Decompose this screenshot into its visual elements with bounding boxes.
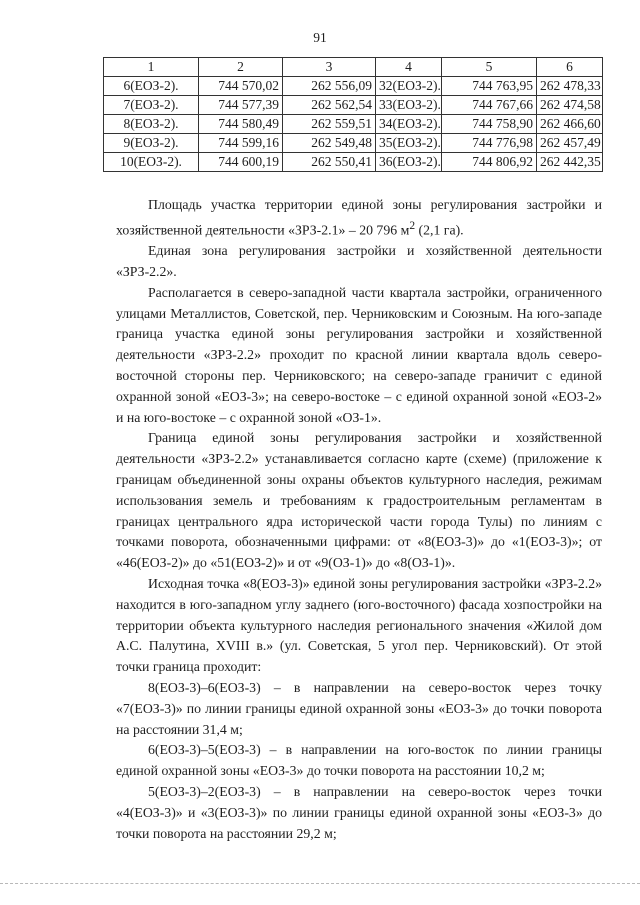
y-coordinate-cell: 262 442,35 [537,153,603,172]
y-coordinate-cell: 262 556,09 [283,77,376,96]
x-coordinate-cell: 744 767,66 [442,96,537,115]
area-paragraph [116,195,602,241]
segment-paragraph: 6(ЕОЗ-3)–5(ЕОЗ-3) – в направлении на юго-восток по линии границы единой охранной зоны «ЕОЗ-3» до точки поворота на расстоянии 10,2 м; [116,742,602,779]
x-coordinate-cell: 744 599,16 [199,134,283,153]
point-id-cell: 33(ЕОЗ-2). [376,96,442,115]
point-id-cell: 9(ЕОЗ-2). [104,134,199,153]
area-unit-exponent: 2 [409,219,416,232]
starting-point-paragraph: Исходная точка «8(ЕОЗ-3)» единой зоны регулирования застройки «ЗРЗ-2.2» находится в юго-западном углу заднего (юго-восточного) фасада хозпостройки на территории объекта культурного наследия регионального значения «Жилой дом А.С. Палутина, XVIII в.» (ул. Советская, 5 угол пер. Черниковский). От этой точки граница проходит: [116,575,602,675]
table-row [104,96,603,115]
y-coordinate-cell: 262 549,48 [283,134,376,153]
area-text-end: (2,1 га). [415,222,464,238]
table-row [104,153,603,172]
table-row [104,134,603,153]
y-coordinate-cell: 262 559,51 [283,115,376,134]
area-text: Площадь участка территории единой зоны регулирования застройки и хозяйственной деятельности «ЗРЗ-2.1» – 20 796 м [116,197,602,238]
table-row [104,115,603,134]
zone-title-paragraph: Единая зона регулирования застройки и хозяйственной деятельности «ЗРЗ-2.2». [116,243,602,279]
segment-paragraph: 8(ЕОЗ-3)–6(ЕОЗ-3) – в направлении на северо-восток через точку «7(ЕОЗ-3)» по линии границы единой охранной зоны «ЕОЗ-3» до точки поворота на расстоянии 31,4 м; [116,679,602,737]
y-coordinate-cell: 262 478,33 [537,77,603,96]
y-coordinate-cell: 262 550,41 [283,153,376,172]
y-coordinate-cell: 262 474,58 [537,96,603,115]
point-id-cell: 32(ЕОЗ-2). [376,77,442,96]
segment-paragraph: 5(ЕОЗ-3)–2(ЕОЗ-3) – в направлении на северо-восток через точки «4(ЕОЗ-3)» и «3(ЕОЗ-3)» по линии границы единой охранной зоны «ЕОЗ-3» до точки поворота на расстоянии 29,2 м; [116,783,602,841]
table-header-row [104,58,603,77]
document-body [116,195,602,844]
page-number: 91 [313,30,327,45]
location-paragraph: Располагается в северо-западной части квартала застройки, ограниченного улицами Металлистов, Советской, пер. Черниковским и Союзным. На юго-западе граница участка единой зоны регулирования застройки и хозяйственной деятельности «ЗРЗ-2.2» проходит по красной линии квартала вдоль северо-восточной стороны пер. Черниковского; на северо-западе граничит с единой охранной зоной «ЕОЗ-3»; на северо-востоке – с единой охранной зоной «ЕОЗ-2» и на юго-востоке – с охранной зоной «ОЗ-1». [116,284,602,425]
column-header: 3 [283,58,376,77]
point-id-cell: 35(ЕОЗ-2). [376,134,442,153]
x-coordinate-cell: 744 577,39 [199,96,283,115]
point-id-cell: 36(ЕОЗ-2). [376,153,442,172]
x-coordinate-cell: 744 580,49 [199,115,283,134]
y-coordinate-cell: 262 562,54 [283,96,376,115]
column-header: 4 [376,58,442,77]
x-coordinate-cell: 744 600,19 [199,153,283,172]
x-coordinate-cell: 744 806,92 [442,153,537,172]
y-coordinate-cell: 262 457,49 [537,134,603,153]
column-header: 6 [537,58,603,77]
column-header: 2 [199,58,283,77]
point-id-cell: 10(ЕОЗ-2). [104,153,199,172]
y-coordinate-cell: 262 466,60 [537,115,603,134]
point-id-cell: 8(ЕОЗ-2). [104,115,199,134]
page-bottom-rule [0,883,640,884]
table-row [104,77,603,96]
x-coordinate-cell: 744 776,98 [442,134,537,153]
coordinates-table [103,57,603,172]
column-header: 5 [442,58,537,77]
x-coordinate-cell: 744 758,90 [442,115,537,134]
x-coordinate-cell: 744 763,95 [442,77,537,96]
point-id-cell: 34(ЕОЗ-2). [376,115,442,134]
point-id-cell: 6(ЕОЗ-2). [104,77,199,96]
column-header: 1 [104,58,199,77]
x-coordinate-cell: 744 570,02 [199,77,283,96]
boundary-paragraph: Граница единой зоны регулирования застройки и хозяйственной деятельности «ЗРЗ-2.2» устанавливается согласно карте (схеме) (приложение к границам объединенной зоны охраны объектов культурного наследия, режимам использования земель и требованиям к градостроительным регламентам в границах центрального ядра исторической части города Тулы) по линиям с точками поворота, обозначенными цифрами: от «8(ЕОЗ-3)» до «1(ЕОЗ-3)»; от «46(ЕОЗ-2)» до «51(ЕОЗ-2)» и от «9(ОЗ-1)» до «8(ОЗ-1)». [116,430,602,571]
point-id-cell: 7(ЕОЗ-2). [104,96,199,115]
